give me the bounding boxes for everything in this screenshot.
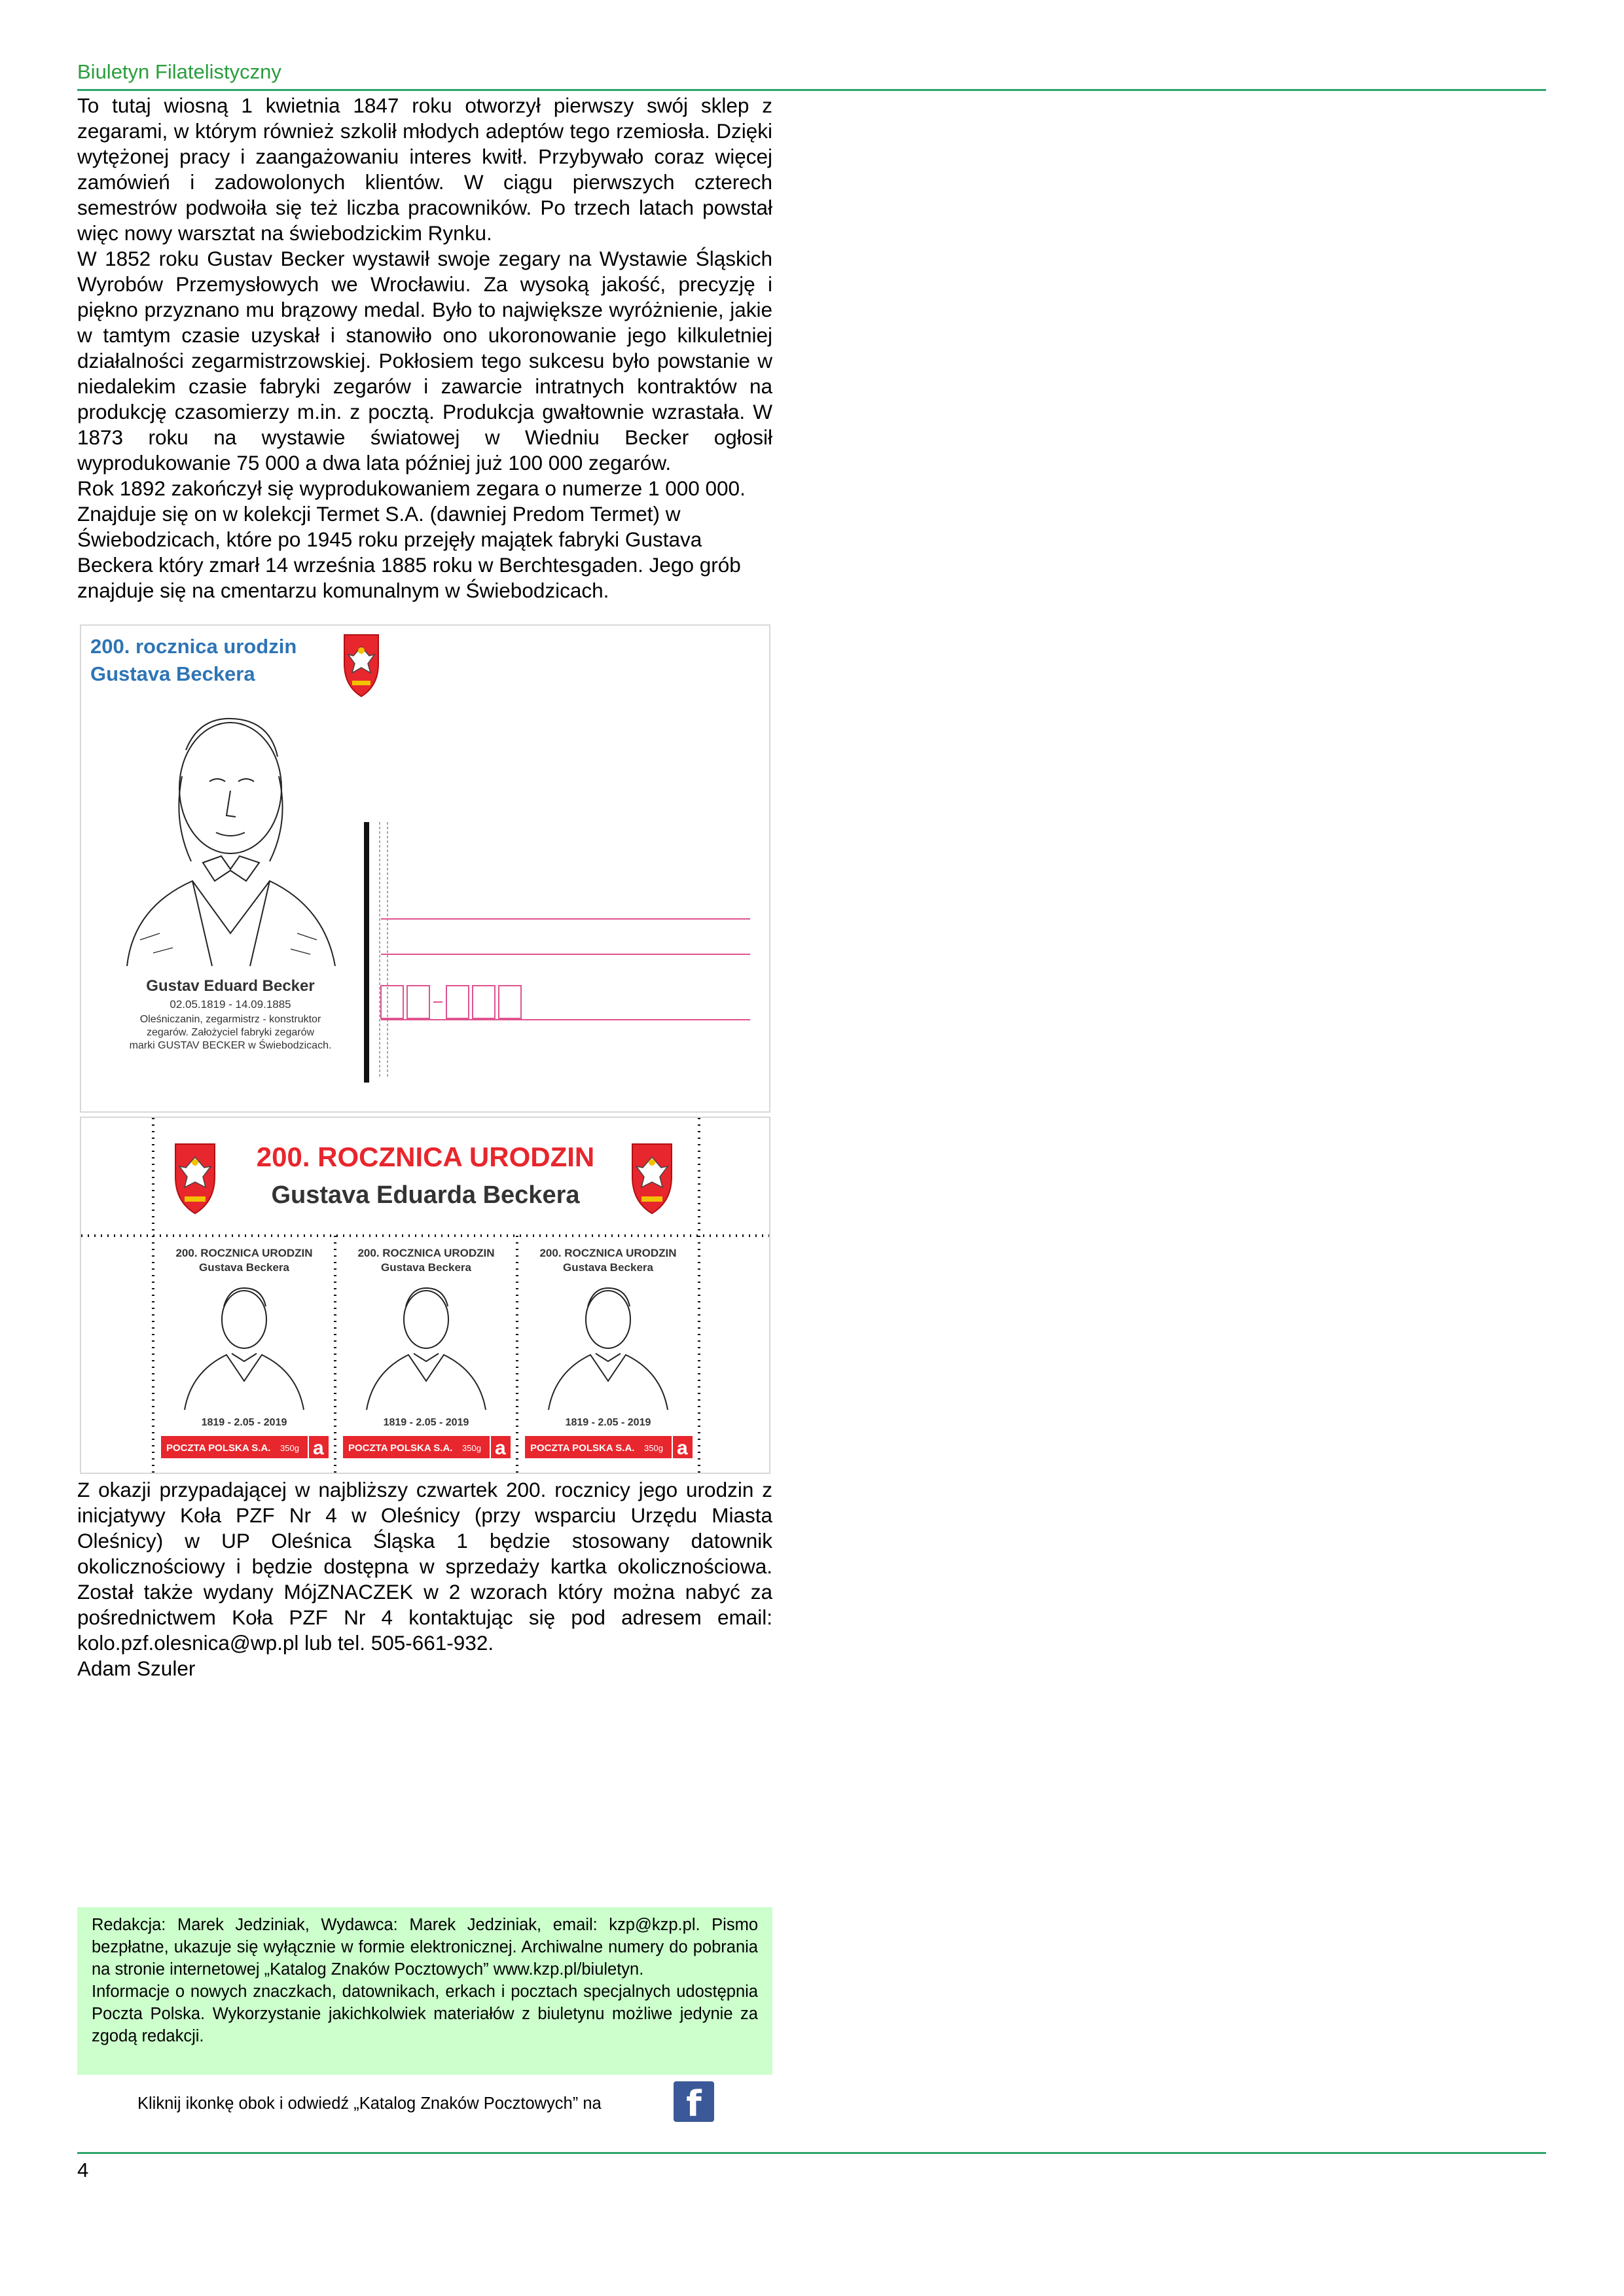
stamp-post: POCZTA POLSKA S.A. (166, 1443, 271, 1454)
stamp-post: POCZTA POLSKA S.A. (348, 1443, 453, 1454)
sheet-title-line1: 200. ROCZNICA URODZIN (256, 1141, 595, 1172)
coat-of-arms-icon (344, 635, 378, 696)
stamp (161, 1247, 329, 1459)
paragraph: W 1852 roku Gustav Becker wystawił swoje zegary na Wystawie Śląskich Wyrobów Przemysłowych we Wrocławiu. Za wysoką jakość, precyzję i piękno przyznano mu brązowy medal. Było to największe wyróżnienie, jakie w tamtym czasie uzyskał i stanowiło ono ukoronowanie jego kilkuletniej działalności zegarmistrzowskiej. Pokłosiem tego sukcesu było powstanie w niedalekim czasie fabryki zegarów i zawarcie intratnych kontraktów na produkcję czasomierzy m.in. z pocztą. Produkcja gwałtownie wzrastała. W 1873 roku na wystawie światowej w Wiedniu Becker ogłosił wyprodukowanie 75 000 a dwa lata później już 100 000 zegarów. (77, 247, 772, 475)
portrait-engraving (367, 1288, 486, 1410)
stamp-title: 200. ROCZNICA URODZIN (357, 1247, 495, 1259)
stamp-subtitle: Gustava Beckera (563, 1261, 653, 1274)
stamp-subtitle: Gustava Beckera (199, 1261, 289, 1274)
portrait-name: Gustav Eduard Becker (146, 977, 315, 995)
stamp-subtitle: Gustava Beckera (381, 1261, 471, 1274)
facebook-prompt: Kliknij ikonkę obok i odwiedź „Katalog Znaków Pocztowych” na (137, 2094, 602, 2113)
stamp-title: 200. ROCZNICA URODZIN (175, 1247, 313, 1259)
stamp-years: 1819 - 2.05 - 2019 (201, 1417, 287, 1428)
facebook-icon[interactable]: f (674, 2081, 714, 2122)
stamp-title: 200. ROCZNICA URODZIN (539, 1247, 677, 1259)
portrait-caption-1: Oleśniczanin, zegarmistrz - konstruktor (139, 1014, 321, 1025)
editorial-footer (77, 1907, 772, 2075)
page-number: 4 (77, 2159, 89, 2181)
stamp-value: 350g (462, 1443, 481, 1453)
stamp (525, 1247, 693, 1459)
header-rule (77, 89, 1546, 91)
stamp-value: 350g (644, 1443, 663, 1453)
paragraph: Z okazji przypadającej w najbliższy czwartek 200. rocznicy jego urodzin z inicjatywy Koła PZF Nr 4 w Oleśnicy (przy wsparciu Urzędu Miasta Oleśnicy) w UP Oleśnica Śląska 1 będzie stosowany datownik okolicznościowy i będzie dostępna w sprzedaży kartka okolicznościowa. Został także wydany MójZNACZEK w 2 wzorach który można nabyć za pośrednictwem Koła PZF Nr 4 kontaktując się pod adresem email: kolo.pzf.olesnica@wp.pl lub tel. 505-661-932. (77, 1478, 772, 1655)
stamp-mark: a (313, 1437, 324, 1459)
portrait-engraving (127, 719, 335, 966)
bulletin-title: Biuletyn Filatelistyczny (77, 60, 281, 83)
footer-paragraph: Redakcja: Marek Jedziniak, Wydawca: Marek Jedziniak, email: kzp@kzp.pl. Pismo bezpłatne, ukazuje się wyłącznie w formie elektronicznej. Archiwalne numery do pobrania na stronie internetowej „Katalog Znaków Pocztowych” www.kzp.pl/biuletyn. (92, 1916, 758, 1979)
postcard-title-line2: Gustava Beckera (90, 662, 255, 685)
portrait-engraving (185, 1288, 304, 1410)
postcard-divider (364, 822, 369, 1083)
coat-of-arms-icon (175, 1144, 215, 1213)
stamp-mark: a (677, 1437, 688, 1459)
author: Adam Szuler (77, 1657, 196, 1680)
coat-of-arms-icon (632, 1144, 672, 1213)
paragraph: To tutaj wiosną 1 kwietnia 1847 roku otworzył pierwszy swój sklep z zegarami, w którym również szkolił młodych adeptów tego rzemiosła. Dzięki wytężonej pracy i zaangażowaniu interes kwitł. Przybywało coraz więcej zamówień i zadowolonych klientów. W ciągu pierwszych czterech semestrów podwoiła się też liczba pracowników. Po trzech latach powstał więc nowy warsztat na świebodzickim Rynku. (77, 94, 772, 245)
sheet-title-line2: Gustava Eduarda Beckera (271, 1181, 580, 1209)
footer-paragraph: Informacje o nowych znaczkach, datownikach, erkach i pocztach specjalnych udostępnia Poczta Polska. Wykorzystanie jakichkolwiek materiałów z biuletynu możliwe jedynie za zgodą redakcji. (92, 1982, 758, 2045)
footer-rule (77, 2152, 1546, 2154)
stamp-post: POCZTA POLSKA S.A. (530, 1443, 635, 1454)
paragraph: Rok 1892 zakończył się wyprodukowaniem zegara o numerze 1 000 000. Znajduje się on w kolekcji Termet S.A. (dawniej Predom Termet) w Świebodzicach, które po 1945 roku przejęły majątek fabryki Gustava Beckera który zmarł 14 września 1885 roku w Berchtesgaden. Jego grób znajduje się na cmentarzu komunalnym w Świebodzicach. (77, 476, 746, 602)
article-closing (77, 1477, 772, 1681)
stamp (343, 1247, 511, 1459)
portrait-caption-2: zegarów. Założyciel fabryki zegarów (146, 1027, 315, 1038)
stamp-sheet-image (80, 1117, 770, 1474)
article-body (77, 93, 772, 603)
portrait-dates: 02.05.1819 - 14.09.1885 (170, 998, 291, 1011)
postcard-title-line1: 200. rocznica urodzin (90, 635, 297, 658)
stamp-years: 1819 - 2.05 - 2019 (565, 1417, 651, 1428)
postal-code-boxes (381, 986, 521, 1018)
portrait-caption-3: marki GUSTAV BECKER w Świebodzicach. (129, 1040, 332, 1051)
postcard-image (80, 624, 770, 1113)
stamp-value: 350g (280, 1443, 299, 1453)
stamp-years: 1819 - 2.05 - 2019 (383, 1417, 469, 1428)
stamp-mark: a (495, 1437, 506, 1459)
portrait-engraving (549, 1288, 668, 1410)
